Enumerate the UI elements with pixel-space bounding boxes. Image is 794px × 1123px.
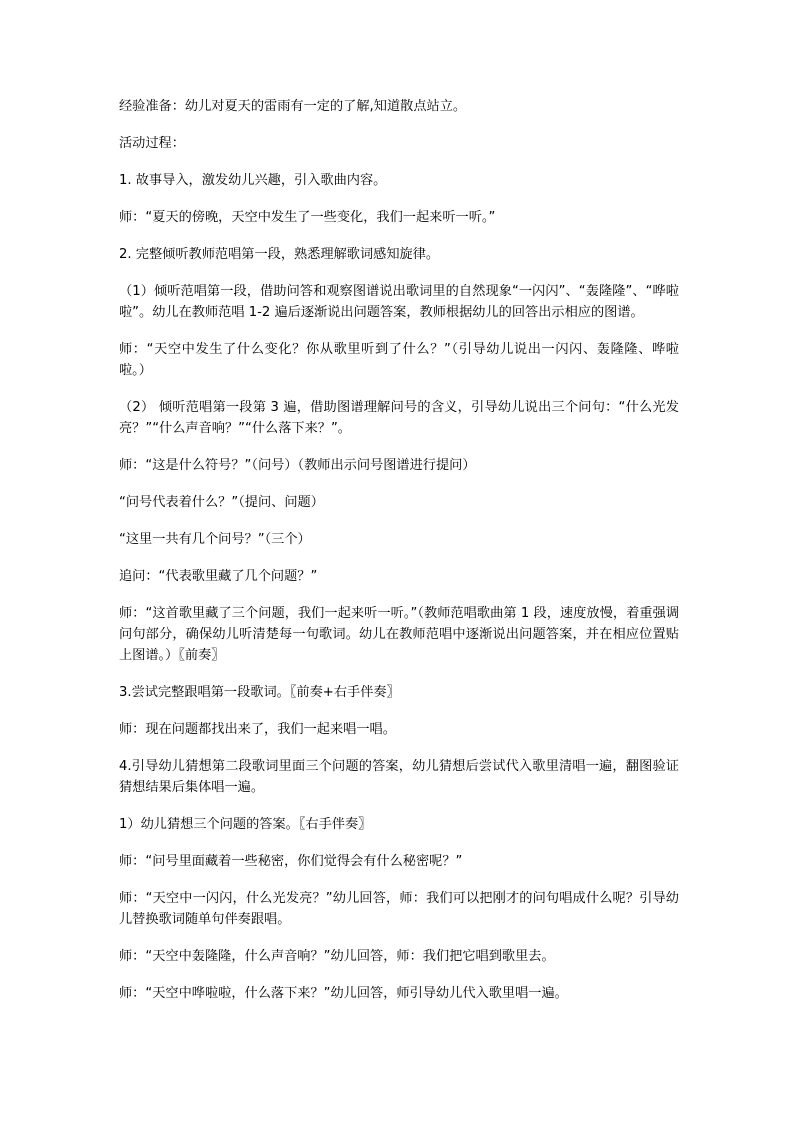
activity-process-heading: 活动过程：: [119, 136, 185, 151]
step-2-part-1: （1）倾听范唱第一段，借助问答和观察图谱说出歌词里的自然现象“一闪闪”、“轰隆隆”、“哗啦啦”。幼儿在教师范唱 1-2 遍后逐渐说出问题答案，教师根据幼儿的回答出示相应的图谱。: [119, 284, 679, 320]
step-2-heading: 2. 完整倾听教师范唱第一段，熟悉理解歌词感知旋律。: [119, 247, 440, 262]
teacher-line: 师：现在问题都找出来了，我们一起来唱一唱。: [119, 722, 396, 737]
teacher-line: 师：“天空中轰隆隆，什么声音响？”幼儿回答，师：我们把它唱到歌里去。: [119, 949, 555, 964]
teacher-line: 师：“这首歌里藏了三个问题，我们一起来听一听。”（教师范唱歌曲第 1 段，速度放慢，着重强调问句部分，确保幼儿听清楚每一句歌词。幼儿在教师范唱中逐渐说出问题答案，并在相应位置贴上图谱。）〖前奏〗: [119, 606, 679, 663]
teacher-line: 师：“夏天的傍晚，天空中发生了一些变化，我们一起来听一听。”: [119, 210, 496, 225]
dialogue-line: “问号代表着什么？”（提问、问题）: [119, 495, 324, 510]
teacher-line: 师：“问号里面藏着一些秘密，你们觉得会有什么秘密呢？”: [119, 854, 463, 869]
dialogue-line: “这里一共有几个问号？”（三个）: [119, 532, 311, 547]
document-body: [119, 96, 679, 1020]
follow-up-question: 追问：“代表歌里藏了几个问题？”: [119, 569, 318, 584]
teacher-line: 师：“这是什么符号？”（问号）（教师出示问号图谱进行提问）: [119, 458, 476, 473]
step-4-heading: 4.引导幼儿猜想第二段歌词里面三个问题的答案，幼儿猜想后尝试代入歌里清唱一遍，翻图验证猜想结果后集体唱一遍。: [119, 759, 679, 795]
teacher-line: 师：“天空中哗啦啦，什么落下来？”幼儿回答，师引导幼儿代入歌里唱一遍。: [119, 986, 568, 1001]
teacher-line: 师：“天空中一闪闪，什么光发亮？”幼儿回答，师：我们可以把刚才的问句唱成什么呢？引导幼儿替换歌词随单句伴奏跟唱。: [119, 891, 679, 927]
step-1-heading: 1. 故事导入，激发幼儿兴趣，引入歌曲内容。: [119, 173, 387, 188]
step-4-part-1: 1）幼儿猜想三个问题的答案。〖右手伴奏〗: [119, 817, 372, 832]
experience-preparation: 经验准备：幼儿对夏天的雷雨有一定的了解,知道散点站立。: [119, 99, 467, 114]
step-3-heading: 3.尝试完整跟唱第一段歌词。〖前奏+右手伴奏〗: [119, 685, 400, 700]
step-2-part-2: （2） 倾听范唱第一段第 3 遍，借助图谱理解问号的含义，引导幼儿说出三个问句：“什么光发亮？”“什么声音响？”“什么落下来？”。: [119, 400, 679, 436]
teacher-line: 师：“天空中发生了什么变化？你从歌里听到了什么？”（引导幼儿说出一闪闪、轰隆隆、哗啦啦。）: [119, 342, 679, 378]
